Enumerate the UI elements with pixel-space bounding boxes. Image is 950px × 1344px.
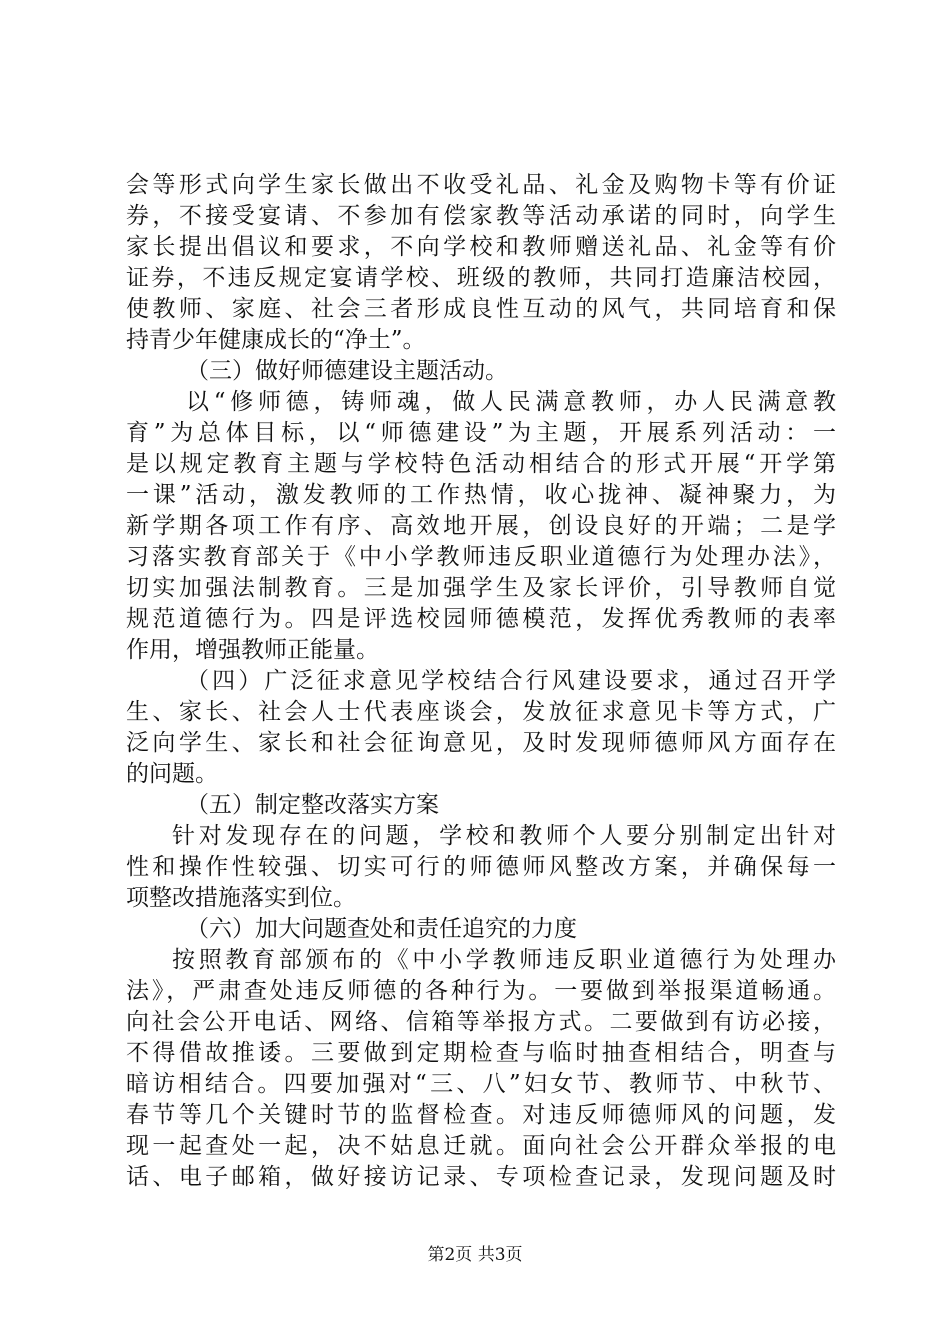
text-line: 习落实教育部关于《中小学教师违反职业道德行为处理办法》，	[126, 544, 836, 570]
text-line: 切实加强法制教育。三是加强学生及家长评价，引导教师自觉	[126, 575, 836, 601]
document-body	[126, 170, 836, 1193]
section-heading: （六）加大问题查处和责任追究的力度	[186, 916, 577, 942]
text-line: 暗访相结合。四要加强对“三、八”妇女节、教师节、中秋节、	[126, 1071, 836, 1097]
section-heading: （三）做好师德建设主题活动。	[186, 358, 508, 384]
section-heading: （五）制定整改落实方案	[186, 792, 439, 818]
text-line: 性和操作性较强、切实可行的师德师风整改方案，并确保每一	[126, 854, 836, 880]
section-heading: （四）广泛征求意见学校结合行风建设要求，通过召开学	[186, 668, 836, 694]
text-line: 券，不接受宴请、不参加有偿家教等活动承诺的同时，向学生	[126, 203, 836, 229]
text-line: 向社会公开电话、网络、信箱等举报方式。二要做到有访必接，	[126, 1009, 836, 1035]
text-line: 新学期各项工作有序、高效地开展，创设良好的开端；二是学	[126, 513, 836, 539]
text-line: 的问题。	[126, 761, 218, 787]
text-line: 针对发现存在的问题，学校和教师个人要分别制定出针对	[172, 823, 836, 849]
text-line: 泛向学生、家长和社会征询意见，及时发现师德师风方面存在	[126, 730, 836, 756]
page-number-footer: 第2页 共3页	[427, 1245, 523, 1265]
text-line: 作用，增强教师正能量。	[126, 637, 379, 663]
text-line: 春节等几个关键时节的监督检查。对违反师德师风的问题，发	[126, 1102, 836, 1128]
text-line: 以“修师德，铸师魂，做人民满意教师，办人民满意教	[186, 389, 836, 415]
text-line: 法》，严肃查处违反师德的各种行为。一要做到举报渠道畅通。	[126, 978, 836, 1004]
text-line: 规范道德行为。四是评选校园师德模范，发挥优秀教师的表率	[126, 606, 836, 632]
text-line: 证券，不违反规定宴请学校、班级的教师，共同打造廉洁校园，	[126, 265, 836, 291]
text-line: 是以规定教育主题与学校特色活动相结合的形式开展“开学第	[126, 451, 836, 477]
text-line: 不得借故推诿。三要做到定期检查与临时抽查相结合，明查与	[126, 1040, 836, 1066]
text-line: 一课”活动，激发教师的工作热情，收心拢神、凝神聚力，为	[126, 482, 836, 508]
text-line: 会等形式向学生家长做出不收受礼品、礼金及购物卡等有价证	[126, 172, 836, 198]
text-line: 现一起查处一起，决不姑息迁就。面向社会公开群众举报的电	[126, 1133, 836, 1159]
text-line: 使教师、家庭、社会三者形成良性互动的风气，共同培育和保	[126, 296, 836, 322]
text-line: 项整改措施落实到位。	[126, 885, 356, 911]
text-line: 家长提出倡议和要求，不向学校和教师赠送礼品、礼金等有价	[126, 234, 836, 260]
text-line: 持青少年健康成长的“净土”。	[126, 327, 426, 353]
text-line: 话、电子邮箱，做好接访记录、专项检查记录，发现问题及时	[126, 1164, 836, 1190]
text-line: 育”为总体目标，以“师德建设”为主题，开展系列活动：一	[126, 420, 836, 446]
text-line: 生、家长、社会人士代表座谈会，发放征求意见卡等方式，广	[126, 699, 836, 725]
text-line: 按照教育部颁布的《中小学教师违反职业道德行为处理办	[172, 947, 836, 973]
